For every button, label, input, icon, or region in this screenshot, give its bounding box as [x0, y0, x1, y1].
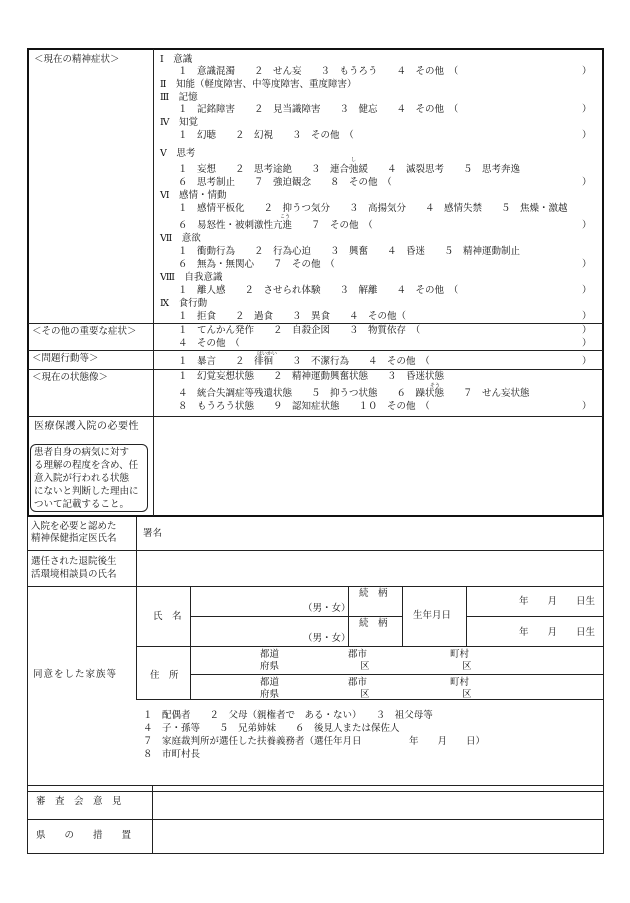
close-paren: ）	[582, 325, 592, 336]
close-paren: ）	[582, 356, 592, 367]
name-mid-line	[190, 616, 402, 617]
close-paren: ）	[582, 177, 592, 188]
address-col-line	[190, 646, 191, 699]
cat-emotion: Ⅵ 感情・情動	[160, 190, 227, 201]
addr2-chouson: 町村	[450, 677, 470, 688]
cat-thought-items-2: ６ 思考制止 ７ 強迫観念 ８ その他 （	[178, 177, 392, 188]
ruby-chi: し	[351, 157, 357, 163]
addr1-ku: 区	[360, 661, 370, 672]
row-sep-counselor	[28, 586, 603, 587]
cat-memory-items: １ 記銘障害 ２ 見当識障害 ３ 健忘 ４ その他 （	[178, 104, 459, 115]
close-paren: ）	[582, 104, 592, 115]
close-paren: ）	[582, 285, 592, 296]
addr1-gunshi: 郡市	[348, 649, 368, 660]
doctor-label-1: 入院を必要と認めた	[31, 521, 117, 532]
counselor-label-2: 活環境相談員の氏名	[31, 569, 117, 580]
family-label: 同意をした家族等	[33, 669, 118, 680]
symptoms-divider	[153, 49, 154, 516]
close-paren: ）	[582, 259, 592, 270]
name-bottom-line	[136, 646, 603, 647]
counselor-label-1: 選任された退院後生	[31, 556, 117, 567]
relation-1: 続 柄	[359, 588, 388, 599]
address-label: 住 所	[150, 670, 179, 681]
gender-1: （男・女）	[303, 603, 351, 614]
ruby-so: そう	[430, 383, 441, 389]
doctor-label-2: 精神保健指定医氏名	[31, 533, 117, 544]
addr2-ku2: 区	[462, 689, 472, 700]
cat-thought-items-1: １ 妄想 ２ 思考途絶 ３ 連合弛緩 ４ 滅裂思考 ５ 思考奔逸	[178, 164, 521, 175]
cat-memory: Ⅲ 記憶	[160, 92, 198, 103]
sep-3	[28, 369, 603, 370]
close-paren: ）	[582, 401, 592, 412]
relation-2: 続 柄	[359, 618, 388, 629]
relation-col-right	[402, 586, 403, 646]
behavior-line-1: １ 暴言 ２ 徘徊 ３ 不潔行為 ４ その他 （	[178, 356, 430, 367]
state-line-1: １ 幻覚妄想状態 ２ 精神運動興奮状態 ３ 昏迷状態	[178, 371, 445, 382]
measure-label: 県 の 措 置	[36, 830, 132, 841]
addr1-todo: 都道	[260, 649, 280, 660]
state-line-2: ４ 統合失調症等残遺状態 ５ 抑うつ状態 ６ 躁状態 ７ せん妄状態	[178, 388, 530, 399]
review-mid-line	[28, 819, 603, 820]
relations-line-2: ４ 子・孫等 ５ 兄弟姉妹 ６ 後見人または保佐人	[143, 723, 400, 734]
doctor-signature: 署名	[143, 528, 163, 539]
cat-emotion-items-2: ６ 易怒性・被刺激性亢進 ７ その他 （	[178, 220, 373, 231]
birth-label: 生年月日	[413, 610, 452, 621]
state-line-3: ８ もうろう状態 ９ 認知症状態 １０ その他 （	[178, 401, 430, 412]
addr1-chouson: 町村	[450, 649, 470, 660]
ruby-haikai: はいかい	[257, 351, 278, 357]
relations-line-4: ８ 市町村長	[143, 749, 201, 760]
cat-volition: Ⅶ 意欲	[160, 233, 201, 244]
necessity-note-4: にないと判断した理由に	[34, 486, 139, 497]
addr2-todo: 都道	[260, 677, 280, 688]
necessity-title: 医療保護入院の必要性	[34, 421, 139, 432]
cat-emotion-items-1: １ 感情平板化 ２ 抑うつ気分 ３ 高揚気分 ４ 感情失禁 ５ 焦燥・激越	[178, 203, 568, 214]
cat-volition-items-2: ６ 無為・無関心 ７ その他 （	[178, 259, 335, 270]
addr2-ku: 区	[360, 689, 370, 700]
addr1-fuken: 府県	[260, 661, 280, 672]
sep-1	[28, 323, 603, 324]
cat-consciousness: Ⅰ 意識	[160, 54, 193, 65]
current-symptoms-label: ＜現在の精神症状＞	[34, 54, 120, 65]
other-line-2: ４ その他 （	[178, 338, 240, 349]
relations-line-1: １ 配偶者 ２ 父母（親権者で ある・ない） ３ 祖父母等	[143, 710, 433, 721]
sep-4	[28, 416, 603, 417]
birth-date-1: 年 月 日生	[519, 596, 596, 607]
cat-eating-items: １ 拒食 ２ 過食 ３ 異食 ４ その他（	[178, 311, 407, 322]
lower-divider	[136, 517, 137, 699]
cat-perception: Ⅳ 知覚	[160, 117, 198, 128]
name-label: 氏 名	[153, 611, 182, 622]
cat-perception-items: １ 幻聴 ２ 幻視 ３ その他 （	[178, 130, 354, 141]
close-paren: ）	[582, 338, 592, 349]
necessity-note-3: 意入院が行われる状態	[34, 473, 130, 484]
address-mid-line	[190, 674, 603, 675]
cat-volition-items-1: １ 衝動行為 ２ 行為心迫 ３ 興奮 ４ 昏迷 ５ 精神運動制止	[178, 246, 521, 257]
cat-eating: Ⅸ 食行動	[160, 298, 208, 309]
other-line-1: １ てんかん発作 ２ 自殺企図 ３ 物質依存 （	[178, 325, 421, 336]
necessity-note-2: る理解の程度を含め、任	[34, 460, 139, 471]
cat-ego-items: １ 離人感 ２ させられ体験 ３ 解離 ４ その他 （	[178, 285, 459, 296]
cat-thought: Ⅴ 思考	[160, 148, 196, 159]
addr1-ku2: 区	[462, 661, 472, 672]
gender-2: （男・女）	[303, 633, 351, 644]
row-sep-doctor	[28, 550, 603, 551]
birth-date-2: 年 月 日生	[519, 627, 596, 638]
other-symptoms-label: ＜その他の重要な症状＞	[32, 326, 137, 337]
relations-line-3: ７ 家庭裁判所が選任した扶養義務者（選任年月日 年 月 日）	[143, 736, 486, 747]
close-paren: ）	[582, 130, 592, 141]
behavior-label: ＜問題行動等＞	[32, 353, 99, 364]
necessity-note-5: ついて記載すること。	[34, 499, 130, 510]
birth-mid-line	[466, 616, 603, 617]
close-paren: ）	[582, 66, 592, 77]
close-paren: ）	[582, 220, 592, 231]
addr2-gunshi: 郡市	[348, 677, 368, 688]
ruby-ko: こう	[280, 214, 291, 220]
cat-ego: Ⅷ 自我意識	[160, 272, 223, 283]
state-label: ＜現在の状態像＞	[32, 372, 109, 383]
review-label: 審 査 会 意 見	[36, 796, 122, 807]
necessity-note-1: 患者自身の病気に対す	[34, 447, 130, 458]
addr2-fuken: 府県	[260, 689, 280, 700]
sep-2	[28, 350, 603, 351]
cat-consciousness-items: １ 意識混濁 ２ せん妄 ３ もうろう ４ その他 （	[178, 66, 459, 77]
cat-intelligence: Ⅱ 知能（軽度障害、中等度障害、重度障害）	[160, 79, 357, 90]
close-paren: ）	[582, 311, 592, 322]
